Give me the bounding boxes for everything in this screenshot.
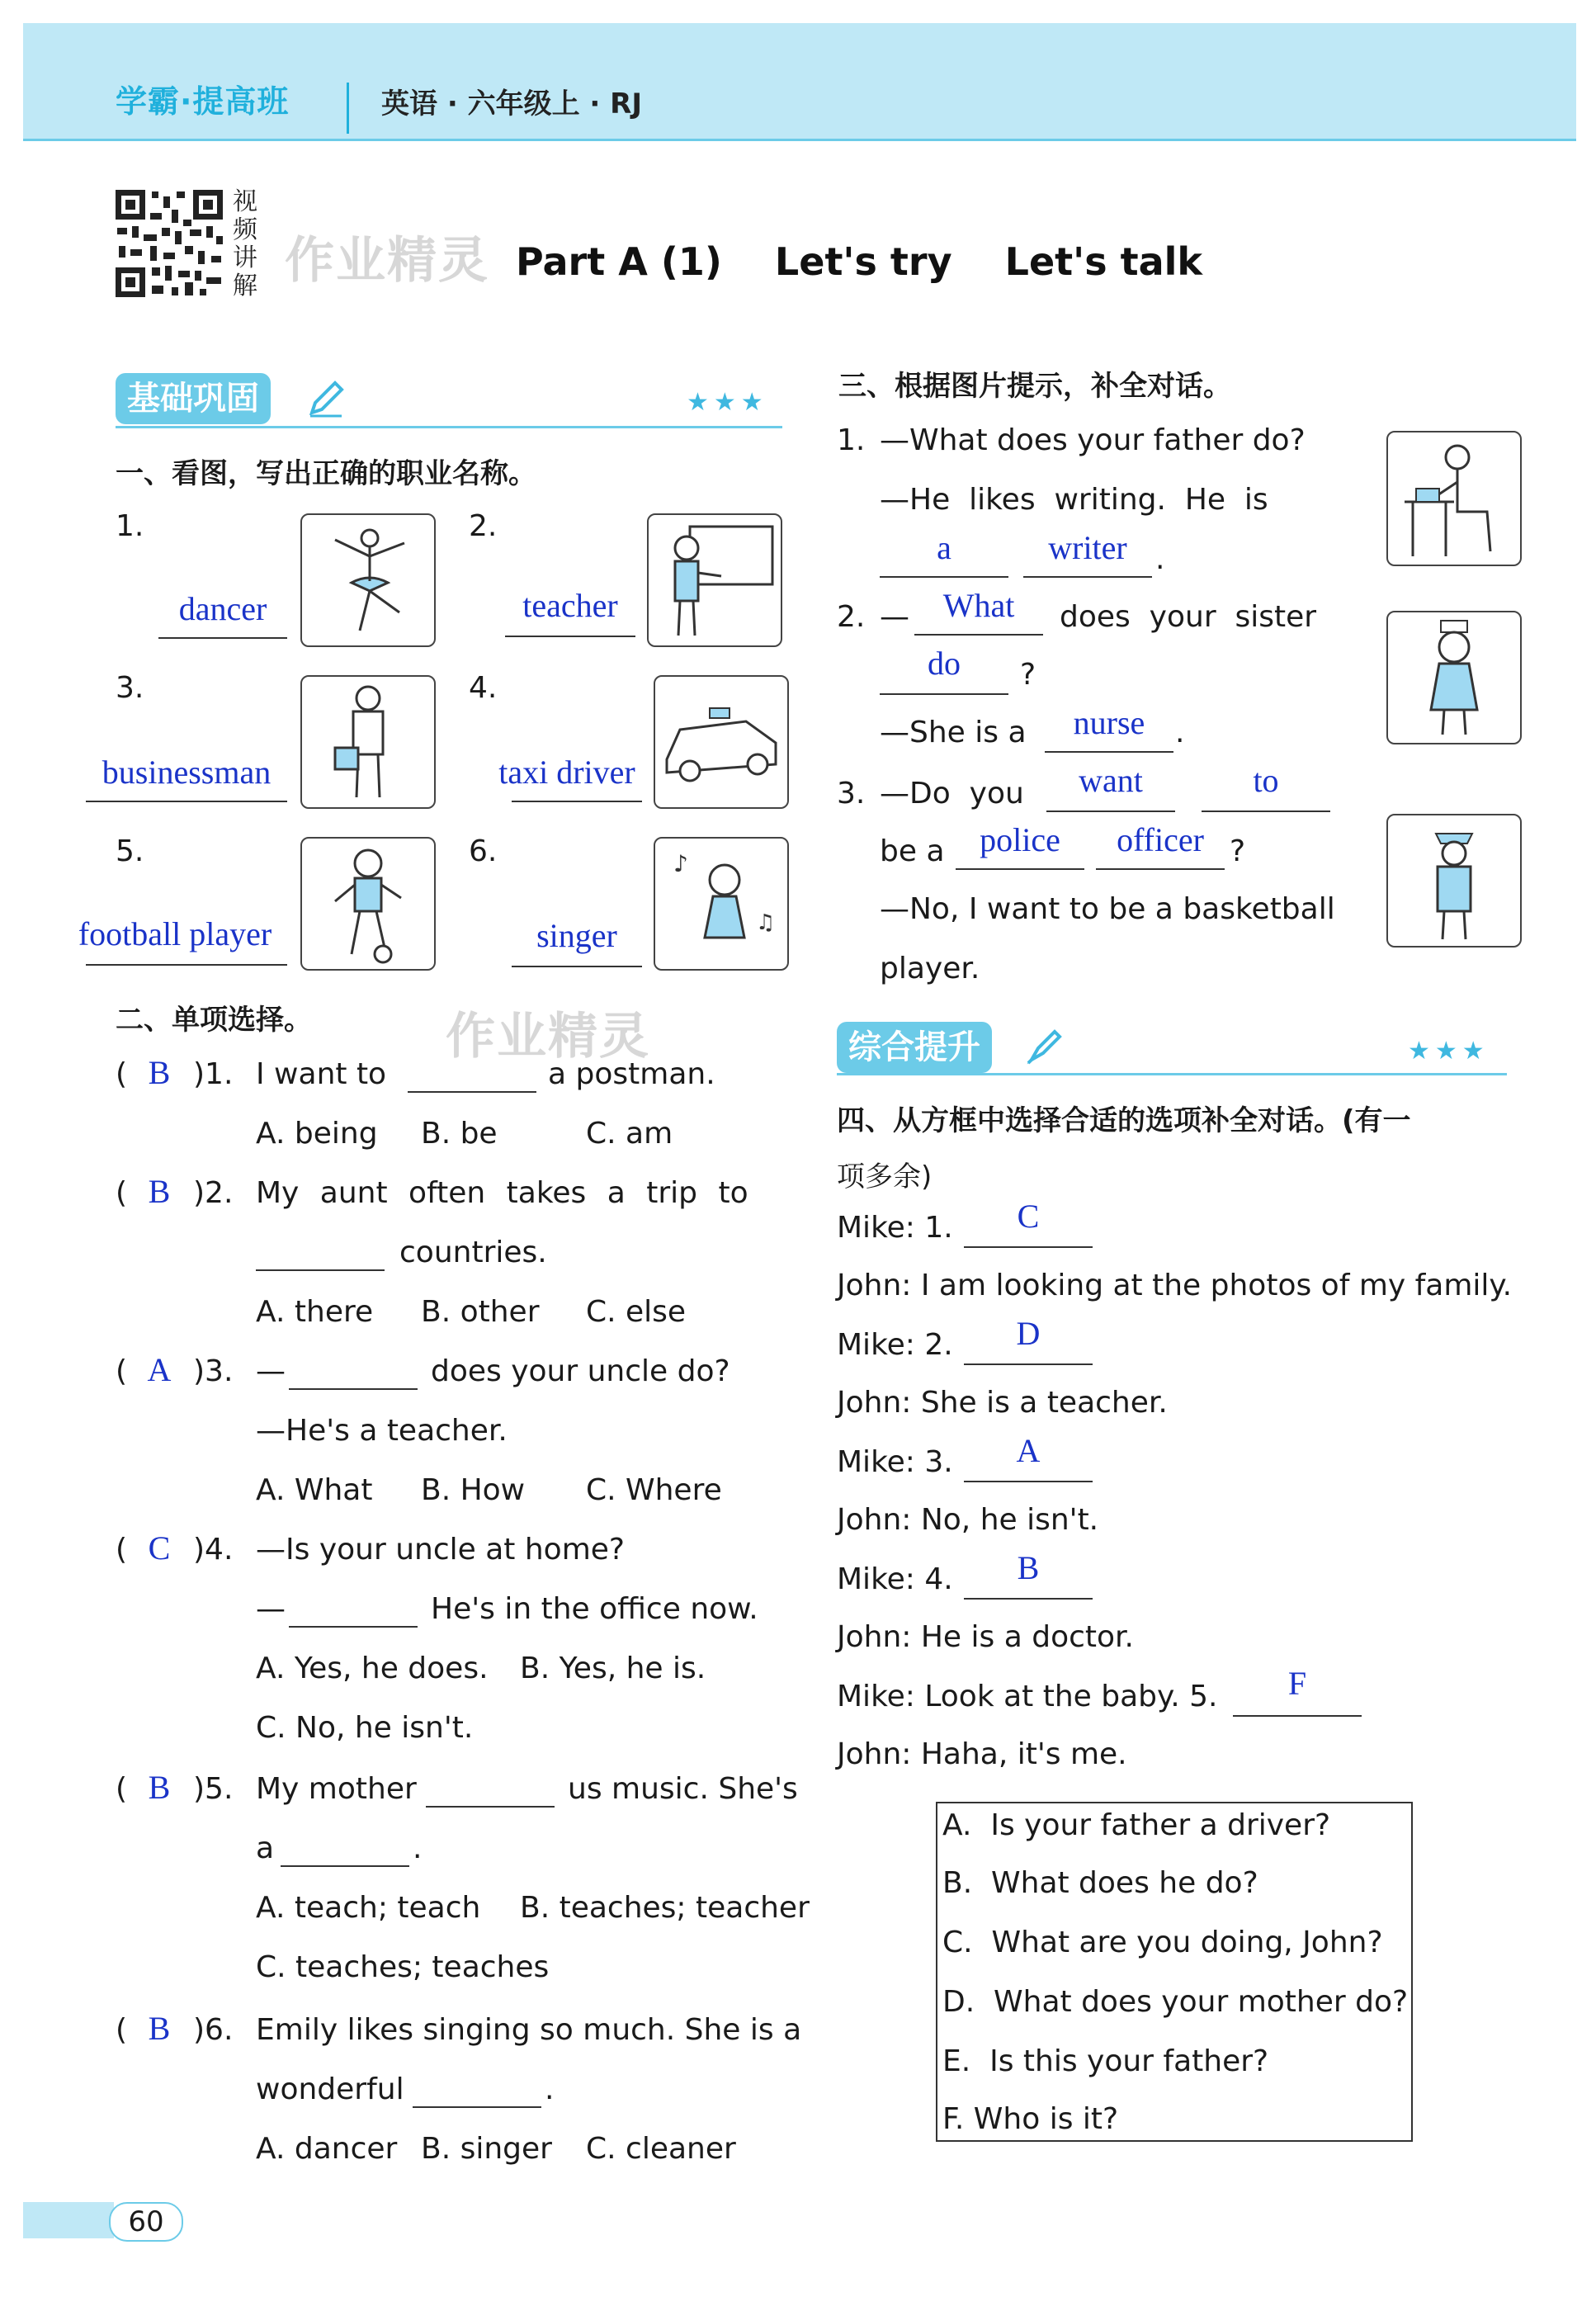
option-item: D. What does your mother do? (942, 1985, 1409, 2019)
blank-line (1046, 811, 1175, 812)
question-text: does your uncle do? (431, 1354, 730, 1388)
item-number: 4. (469, 671, 498, 705)
nurse-icon (1386, 611, 1522, 744)
answer-text: B (1017, 1549, 1040, 1586)
dialogue-line: John: She is a teacher. (837, 1386, 1168, 1420)
dialogue-line: —What does your father do? (880, 423, 1306, 457)
answer-text: police (980, 821, 1060, 858)
page-number-bar (23, 2202, 114, 2238)
blank-line (256, 1269, 385, 1271)
choice-answer: B (148, 1054, 171, 1091)
option-c: C. am (586, 1117, 673, 1151)
answer-text: want (1079, 762, 1143, 799)
option-a: A. there (256, 1295, 374, 1329)
answer-line (505, 636, 635, 637)
answer-text: to (1253, 762, 1279, 799)
option-b: B. teaches; teacher (520, 1891, 810, 1925)
blank-line (289, 1388, 418, 1390)
dialogue-line: —Do you (880, 777, 1024, 811)
dialogue-line: Mike: 4. (837, 1562, 953, 1596)
answer-line (86, 964, 287, 966)
question-text: —Is your uncle at home? (256, 1533, 626, 1567)
answer-text: officer (1117, 821, 1204, 858)
question-text: My mother (256, 1772, 417, 1806)
dialogue-line: Mike: 2. (837, 1328, 953, 1362)
dialogue-line: —He likes writing. He is (880, 483, 1268, 517)
question-text: Emily likes singing so much. She is a (256, 2013, 802, 2047)
option-c: C. Where (586, 1473, 722, 1507)
blank-line (1045, 751, 1173, 753)
police-officer-icon (1386, 814, 1522, 948)
businessman-icon (300, 675, 436, 809)
difficulty-stars: ★★★ (687, 388, 768, 417)
choice-paren: ( (116, 1772, 128, 1806)
question-number: )2. (193, 1176, 234, 1210)
question-number: 1. (837, 423, 866, 457)
option-a: A. teach; teach (256, 1891, 481, 1925)
section-banner-basic: 基础巩固 (116, 373, 271, 424)
dialogue-line: — (880, 600, 909, 634)
option-b: B. other (421, 1295, 540, 1329)
watermark: 作业精灵 (285, 232, 489, 290)
qr-code-icon[interactable] (114, 188, 224, 299)
answer-line (512, 801, 642, 802)
blank-line (1233, 1715, 1362, 1717)
option-item: A. Is your father a driver? (942, 1808, 1331, 1842)
dialogue-line: does your sister (1060, 600, 1317, 634)
answer-text: teacher (522, 587, 618, 624)
blank-line (413, 2106, 541, 2108)
punctuation: . (1175, 716, 1185, 749)
question-4-title: 四、从方框中选择合适的选项补全对话。(有一 (837, 1104, 1411, 1137)
item-number: 6. (469, 834, 498, 868)
item-number: 1. (116, 509, 144, 543)
punctuation: ? (1230, 834, 1246, 868)
question-text: a (256, 1831, 275, 1865)
blank-line (426, 1806, 555, 1808)
question-text: . (413, 1831, 423, 1865)
rocket-icon (1022, 1023, 1068, 1073)
watermark: 作业精灵 (446, 1008, 650, 1066)
option-a: A. dancer (256, 2132, 398, 2166)
question-text: wonderful (256, 2072, 404, 2106)
answer-text: a (937, 529, 951, 566)
question-text: — (256, 1592, 286, 1626)
question-text: us music. She's (568, 1772, 798, 1806)
dialogue-line: Mike: Look at the baby. 5. (837, 1680, 1218, 1713)
answer-text: writer (1048, 529, 1127, 566)
answer-text: dancer (178, 590, 267, 627)
taxi-icon (654, 675, 789, 809)
question-number: )4. (193, 1533, 234, 1567)
singer-icon (654, 837, 789, 971)
option-c: C. cleaner (586, 2132, 736, 2166)
difficulty-stars: ★★★ (1408, 1037, 1490, 1066)
option-c: C. else (586, 1295, 687, 1329)
blank-line (964, 1246, 1093, 1248)
choice-answer: B (148, 1173, 171, 1210)
section-underline (837, 1073, 1507, 1075)
answer-text: do (928, 645, 961, 682)
blank-line (964, 1481, 1093, 1482)
question-4-title-cont: 项多余) (837, 1160, 933, 1193)
option-b: B. Yes, he is. (520, 1652, 706, 1685)
option-a: A. Yes, he does. (256, 1652, 489, 1685)
blank-line (914, 634, 1043, 636)
answer-text: F (1287, 1665, 1307, 1702)
blank-line (281, 1865, 409, 1867)
option-item: F. Who is it? (942, 2102, 1119, 2136)
answer-line (158, 637, 287, 639)
question-text: — (256, 1354, 286, 1388)
choice-paren: ( (116, 1057, 128, 1091)
section-underline (116, 426, 782, 428)
question-text: . (545, 2072, 555, 2106)
page-number: 60 (109, 2202, 183, 2242)
answer-line (86, 801, 287, 802)
choice-answer: B (148, 2010, 171, 2047)
dialogue-line: Mike: 1. (837, 1211, 953, 1245)
blank-line (289, 1626, 418, 1628)
subject-label: 英语 · 六年级上 · RJ (381, 87, 643, 121)
question-text: My aunt often takes a trip to (256, 1176, 748, 1210)
question-number: )6. (193, 2013, 234, 2047)
dialogue-line: John: Haha, it's me. (837, 1737, 1127, 1771)
choice-answer: C (148, 1529, 171, 1567)
blank-line (964, 1363, 1093, 1365)
item-number: 3. (116, 671, 144, 705)
choice-paren: ( (116, 1176, 128, 1210)
teacher-icon (647, 513, 782, 647)
question-number: 3. (837, 777, 866, 811)
answer-text: C (1017, 1198, 1040, 1235)
writer-icon (1386, 431, 1522, 566)
blank-line (880, 576, 1008, 578)
page-title: Part A (1) Let's try Let's talk (516, 239, 1202, 284)
header-divider (347, 83, 349, 134)
dialogue-line: be a (880, 834, 945, 868)
option-b: B. singer (421, 2132, 552, 2166)
question-1-title: 一、看图，写出正确的职业名称。 (116, 457, 536, 490)
option-b: B. How (421, 1473, 526, 1507)
football-player-icon (300, 837, 436, 971)
choice-paren: ( (116, 1533, 128, 1567)
blank-line (880, 693, 1008, 695)
dialogue-line: —She is a (880, 716, 1027, 749)
blank-line (1202, 811, 1330, 812)
option-item: E. Is this your father? (942, 2044, 1269, 2078)
question-text: a postman. (548, 1057, 715, 1091)
blank-line (1023, 576, 1152, 578)
question-number: 2. (837, 600, 866, 634)
option-item: C. What are you doing, John? (942, 1926, 1383, 1959)
ballerina-icon (300, 513, 436, 647)
option-c: C. No, he isn't. (256, 1711, 474, 1745)
answer-line (512, 966, 642, 967)
option-a: A. What (256, 1473, 373, 1507)
question-3-title: 三、根据图片提示，补全对话。 (838, 370, 1231, 403)
answer-text: D (1016, 1315, 1041, 1352)
question-number: )5. (193, 1772, 234, 1806)
answer-text: What (942, 587, 1015, 624)
choice-answer: B (148, 1769, 171, 1806)
brand-title: 学霸·提高班 (116, 83, 290, 120)
dialogue-line: John: I am looking at the photos of my family. (837, 1269, 1513, 1302)
punctuation: . (1155, 542, 1165, 576)
question-number: )3. (193, 1354, 234, 1388)
answer-text: football player (78, 915, 272, 952)
question-text: countries. (399, 1236, 547, 1269)
svg-text:♫: ♫ (756, 910, 776, 935)
blank-line (1096, 868, 1225, 870)
punctuation: ? (1020, 658, 1036, 692)
choice-paren: ( (116, 2013, 128, 2047)
dialogue-line: John: No, he isn't. (837, 1503, 1099, 1537)
option-item: B. What does he do? (942, 1866, 1258, 1900)
answer-text: nurse (1073, 704, 1145, 741)
option-a: A. being (256, 1117, 378, 1151)
item-number: 5. (116, 834, 144, 868)
item-number: 2. (469, 509, 498, 543)
choice-paren: ( (116, 1354, 128, 1388)
answer-text: businessman (102, 754, 272, 791)
blank-line (964, 1598, 1093, 1600)
question-text: —He's a teacher. (256, 1414, 508, 1448)
option-c: C. teaches; teaches (256, 1950, 550, 1984)
qr-caption: 视 频 讲 解 (233, 187, 257, 300)
option-b: B. be (421, 1117, 498, 1151)
section-banner-advanced: 综合提升 (837, 1022, 992, 1073)
answer-text: singer (536, 917, 617, 954)
question-2-title: 二、单项选择。 (116, 1004, 312, 1037)
dialogue-line: player. (880, 952, 980, 985)
choice-answer: A (147, 1351, 172, 1388)
dialogue-line: Mike: 3. (837, 1445, 953, 1479)
answer-text: A (1016, 1432, 1041, 1469)
dialogue-line: —No, I want to be a basketball (880, 892, 1335, 926)
question-number: )1. (193, 1057, 234, 1091)
dialogue-line: John: He is a doctor. (837, 1620, 1134, 1654)
blank-line (956, 868, 1084, 870)
options-box (936, 1802, 1413, 2142)
blank-line (408, 1091, 536, 1093)
svg-text:♪: ♪ (673, 850, 688, 877)
question-text: I want to (256, 1057, 387, 1091)
answer-text: taxi driver (498, 754, 635, 791)
question-text: He's in the office now. (431, 1592, 758, 1626)
pencil-icon (305, 378, 347, 423)
